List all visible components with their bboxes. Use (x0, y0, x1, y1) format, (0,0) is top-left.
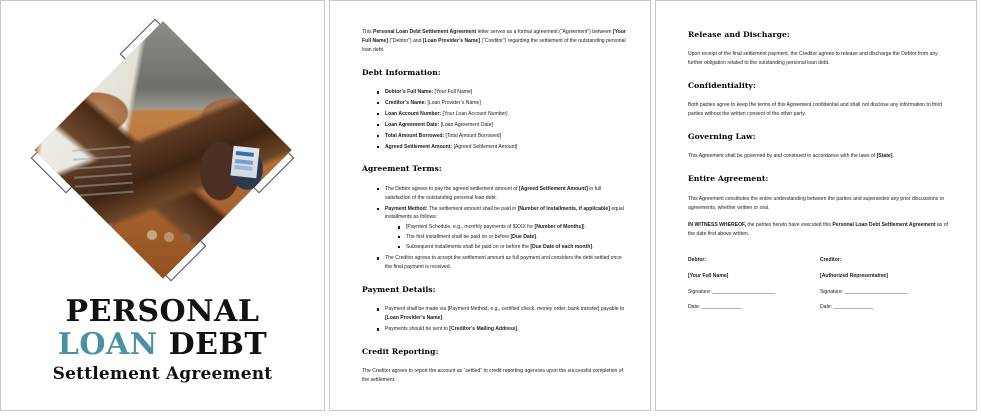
sub-t2: . (535, 234, 538, 241)
witness-b1: IN WITNESS WHEREOF, (688, 222, 747, 229)
pay-b2: [Creditor’s Mailing Address] (449, 325, 518, 332)
list-item (378, 325, 626, 334)
signature-column-creditor (820, 256, 952, 318)
heading-entire-agreement: Entire Agreement: (688, 174, 769, 184)
list-item (378, 143, 626, 152)
intro-t4: (“Creditor”) regarding the settlement of the outstanding personal loan debt. (362, 37, 626, 53)
photo-phone-detail (230, 146, 259, 179)
intro-b2: [Your Full Name] (362, 29, 626, 44)
list-item (378, 88, 626, 97)
sub-t2: . (592, 244, 594, 251)
debt-item-value: [Total Amount Borrowed] (444, 132, 502, 139)
governing-law-paragraph (688, 152, 952, 161)
list-item (378, 305, 626, 323)
debt-item-label: Loan Agreement Date: (385, 121, 440, 128)
list-item: The Creditor agrees to accept the settlement amount as full payment and considers the debt settled once the final payment is received. (378, 254, 626, 272)
intro-b1: Personal Loan Debt Settlement Agreement (373, 29, 477, 35)
installment-sublist (385, 223, 626, 252)
creditor-name: [Authorized Representative] (820, 273, 888, 280)
intro-b3: [Loan Provider’s Name] (422, 37, 481, 44)
page-3-body (688, 28, 952, 318)
heading-governing-law: Governing Law: (688, 132, 756, 142)
intro-t2: letter serves as a formal agreement (“Agreement”) between (476, 29, 613, 35)
debt-item-value: [Your Loan Account Number] (441, 110, 508, 117)
witness-t1: the parties hereto have executed this (746, 222, 833, 229)
list-item (378, 132, 626, 141)
cover-photo-image (34, 21, 291, 278)
sub-t1: The first installment shall be paid on or before (406, 234, 511, 241)
debt-item-label: Total Amount Borrowed: (385, 132, 445, 139)
sub-b1: [Number of Months] (534, 224, 583, 231)
cover-title-loan: LOAN (57, 326, 158, 362)
gov-b1: [State] (876, 153, 893, 160)
debt-item-label: Agreed Settlement Amount: (385, 143, 453, 150)
cover-photo (34, 21, 291, 278)
debtor-signature-line[interactable]: Signature: ______________________ (688, 289, 775, 296)
intro-t1: This (362, 29, 374, 35)
cover-title-block (1, 294, 324, 385)
sub-b1: [Due Date] (510, 234, 536, 241)
debt-item-value: [Your Full Name] (433, 89, 473, 95)
sub-b1: [Due Date of each month] (530, 244, 593, 251)
diamond-composition (38, 25, 288, 275)
pay-b1: [Loan Provider’s Name] (385, 315, 443, 322)
heading-credit-reporting: Credit Reporting: (362, 346, 439, 356)
creditor-date-line[interactable]: Date: ______________ (820, 304, 874, 310)
heading-release-and-discharge: Release and Discharge: (688, 30, 790, 39)
debt-item-value: [Loan Agreement Date] (439, 121, 493, 128)
term-t1: The Debtor agrees to pay the agreed settlement amount of (385, 185, 519, 192)
page-3-closing (655, 0, 977, 411)
pay-t3: Payments should be sent to (385, 325, 450, 332)
term-b1: [Agreed Settlement Amount] (518, 185, 588, 192)
term-t2: in full satisfaction of the outstanding personal loan debt. (385, 185, 602, 201)
cover-title-line-1: PERSONAL (65, 294, 260, 329)
list-item (378, 110, 626, 119)
photo-document-detail (72, 144, 153, 201)
list-item (378, 185, 626, 203)
list-item (378, 121, 626, 130)
entire-agreement-paragraph: This Agreement constitutes the entire understanding between the parties and supersedes any prior discussions or agreements, whether written or oral. (688, 195, 945, 211)
sub-t1: Subsequent installments shall be paid on or before the (406, 244, 531, 251)
cover-title-line-2 (1, 326, 324, 362)
agreement-terms-list (362, 185, 626, 272)
payment-method-t2: equal installments as follows: (385, 205, 624, 221)
pay-t1: Payment shall be made via [Payment Method, e.g., certified check, money order, bank transfer] payable to (385, 306, 625, 313)
debt-item-label: Debtor’s Full Name: (385, 89, 434, 95)
debt-item-label: Loan Account Number: (385, 110, 442, 117)
debt-item-value: [Agreed Settlement Amount] (452, 143, 518, 150)
debtor-date-line[interactable]: Date: ______________ (688, 304, 742, 310)
pay-t2: . (442, 315, 444, 322)
intro-t3: (“Debtor”) and (388, 37, 423, 44)
debt-information-list (362, 88, 626, 151)
creditor-label: Creditor: (820, 257, 842, 264)
creditor-signature-line[interactable]: Signature: ______________________ (820, 289, 907, 296)
payment-method-t1: The settlement amount shall be paid in (427, 205, 518, 212)
page-2-terms (329, 0, 651, 411)
cover-artwork (1, 25, 324, 275)
pay-t4: . (517, 325, 519, 332)
payment-method-b2: [Number of Installments, if applicable] (517, 205, 610, 212)
credit-reporting-paragraph: The Creditor agrees to report the account as “settled” to credit reporting agencies upon the successful completion of the settlement. (362, 368, 624, 384)
debt-item-value: [Loan Provider’s Name] (426, 99, 481, 106)
gov-t1: This Agreement shall be governed by and construed in accordance with the laws of (688, 153, 877, 160)
list-item (378, 99, 626, 108)
heading-payment-details: Payment Details: (362, 284, 436, 294)
list-item (399, 223, 626, 232)
signature-block (688, 256, 952, 318)
list-item (378, 205, 626, 253)
intro-paragraph (362, 28, 626, 55)
cover-subtitle: Settlement Agreement (52, 364, 273, 385)
list-item (399, 233, 626, 242)
heading-agreement-terms: Agreement Terms: (362, 164, 442, 174)
sub-t2: ]. (582, 224, 586, 231)
witness-b2: Personal Loan Debt Settlement Agreement (832, 222, 936, 229)
heading-debt-information: Debt Information: (362, 67, 441, 77)
list-item (399, 243, 626, 252)
signature-column-debtor (688, 256, 820, 318)
page-1-cover (0, 0, 325, 411)
sub-t1: [Payment Schedule, e.g., monthly payments of $XXX for (406, 224, 535, 231)
cover-title-debt: DEBT (168, 326, 268, 362)
witness-paragraph (688, 221, 952, 239)
gov-t2: . (892, 153, 894, 160)
confidentiality-paragraph: Both parties agree to keep the terms of this Agreement confidential and shall not disclose any information to third parties without the written consent of the other party. (688, 102, 942, 118)
release-and-discharge-paragraph: Upon receipt of the final settlement payment, the Creditor agrees to release and discharge the Debtor from any further obligation related to the outstanding personal loan debt. (688, 51, 938, 67)
witness-t2: as of the date first above written. (688, 222, 948, 238)
page-2-body (362, 28, 626, 394)
heading-confidentiality: Confidentiality: (688, 81, 756, 91)
payment-method-label: Payment Method: (385, 205, 428, 212)
debtor-label: Debtor: (688, 257, 707, 264)
debtor-name: [Your Full Name] (688, 273, 729, 280)
payment-details-list (362, 305, 626, 334)
debt-item-label: Creditor’s Name: (385, 99, 427, 106)
